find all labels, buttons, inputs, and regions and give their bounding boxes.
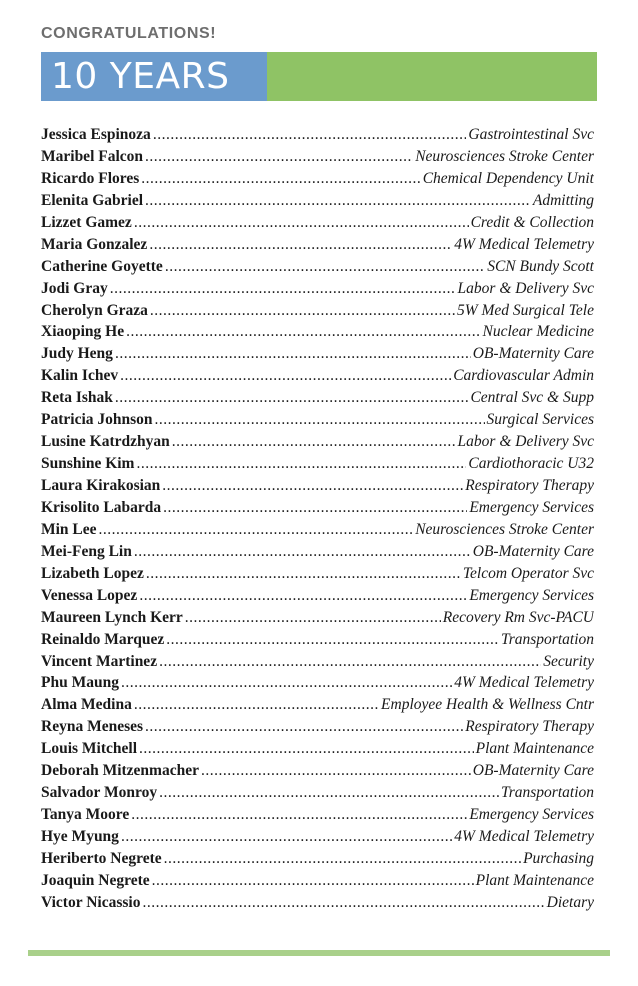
list-item — [41, 740, 594, 762]
honoree-name: Min Lee — [41, 520, 97, 538]
honoree-name: Vincent Martinez — [41, 652, 158, 670]
honoree-department: Telcom Operator Svc — [462, 564, 594, 582]
dot-leader — [134, 696, 379, 714]
honoree-name: Louis Mitchell — [41, 740, 138, 758]
section-banner — [41, 52, 597, 101]
honoree-name: Venessa Lopez — [41, 586, 138, 604]
dot-leader — [142, 894, 544, 912]
honoree-name: Tanya Moore — [41, 806, 130, 824]
list-item — [41, 345, 594, 367]
honoree-name: Jodi Gray — [41, 279, 108, 297]
dot-leader — [126, 323, 480, 341]
dot-leader — [121, 828, 452, 846]
honoree-department: Recovery Rm Svc-PACU — [442, 608, 594, 626]
honoree-department: Neurosciences Stroke Center — [415, 520, 594, 538]
dot-leader — [172, 433, 456, 451]
honoree-name: Joaquin Negrete — [41, 871, 150, 889]
honoree-department: Plant Maintenance — [475, 740, 594, 758]
honoree-department: Nuclear Medicine — [482, 323, 594, 341]
honoree-department: OB-Maternity Care — [472, 762, 594, 780]
list-item — [41, 674, 594, 696]
honoree-department: Dietary — [546, 893, 594, 911]
honoree-department: Cardiothoracic U32 — [468, 455, 594, 473]
honoree-name: Maribel Falcon — [41, 147, 144, 165]
dot-leader — [150, 302, 455, 320]
dot-leader — [163, 499, 467, 517]
honoree-department: Credit & Collection — [470, 213, 594, 231]
list-item — [41, 784, 594, 806]
list-item — [41, 433, 594, 455]
dot-leader — [115, 389, 469, 407]
dot-leader — [115, 345, 471, 363]
honoree-department: Surgical Services — [486, 411, 594, 429]
dot-leader — [201, 762, 471, 780]
dot-leader — [159, 784, 499, 802]
dot-leader — [185, 609, 441, 627]
honoree-name: Salvador Monroy — [41, 784, 158, 802]
honoree-department: Purchasing — [523, 849, 594, 867]
list-item — [41, 872, 594, 894]
honoree-name: Hye Myung — [41, 828, 119, 845]
list-item — [41, 565, 594, 587]
honoree-name: Jessica Espinoza — [41, 126, 151, 143]
honoree-name: Catherine Goyette — [41, 257, 163, 275]
list-item — [41, 477, 594, 499]
list-item — [41, 280, 594, 302]
honoree-name: Elenita Gabriel — [41, 191, 144, 209]
dot-leader — [162, 477, 463, 495]
dot-leader — [134, 543, 471, 561]
honoree-name: Reinaldo Marquez — [41, 630, 165, 648]
congratulations-heading: CONGRATULATIONS! — [41, 25, 217, 42]
dot-leader — [155, 411, 485, 429]
list-item — [41, 543, 594, 565]
honoree-name: Deborah Mitzenmacher — [41, 762, 199, 780]
dot-leader — [159, 653, 541, 671]
honoree-department: Plant Maintenance — [475, 871, 594, 889]
honoree-name: Judy Heng — [41, 345, 113, 363]
honoree-name: Lizzet Gamez — [41, 213, 132, 231]
dot-leader — [145, 192, 531, 210]
dot-leader — [149, 236, 452, 254]
dot-leader — [153, 126, 467, 144]
honoree-department: SCN Bundy Scott — [487, 257, 594, 275]
honoree-department: Labor & Delivery Svc — [457, 279, 594, 297]
honoree-department: 4W Medical Telemetry — [454, 235, 594, 253]
honoree-name: Heriberto Negrete — [41, 849, 162, 867]
list-item — [41, 126, 594, 148]
dot-leader — [131, 806, 467, 824]
honoree-department: Chemical Dependency Unit — [422, 169, 594, 187]
dot-leader — [139, 740, 474, 758]
list-item — [41, 323, 594, 345]
list-item — [41, 806, 594, 828]
dot-leader — [152, 872, 474, 890]
honoree-department: Emergency Services — [469, 498, 594, 516]
honoree-name: Maureen Lynch Kerr — [41, 608, 183, 626]
honoree-department: 4W Medical Telemetry — [454, 674, 594, 692]
honoree-name: Lizabeth Lopez — [41, 564, 144, 582]
list-item — [41, 609, 594, 631]
dot-leader — [120, 367, 451, 385]
dot-leader — [145, 718, 463, 736]
footer-rule — [28, 950, 610, 956]
honoree-department: Respiratory Therapy — [465, 477, 594, 494]
honoree-name: Cherolyn Graza — [41, 301, 148, 319]
honoree-department: OB-Maternity Care — [472, 345, 594, 363]
honoree-department: Admitting — [532, 191, 594, 209]
dot-leader — [166, 631, 499, 649]
honoree-department: Transportation — [500, 630, 594, 648]
dot-leader — [136, 455, 466, 473]
honoree-name: Krisolito Labarda — [41, 498, 162, 516]
honoree-name: Kalin Ichev — [41, 367, 119, 385]
dot-leader — [165, 258, 485, 276]
list-item — [41, 631, 594, 653]
honoree-department: OB-Maternity Care — [472, 542, 594, 560]
honoree-department: Labor & Delivery Svc — [457, 433, 594, 451]
list-item — [41, 214, 594, 236]
honoree-department: Neurosciences Stroke Center — [415, 147, 594, 165]
dot-leader — [121, 674, 452, 692]
list-item — [41, 696, 594, 718]
honoree-department: Emergency Services — [469, 806, 594, 824]
honoree-list — [41, 126, 594, 916]
list-item — [41, 499, 594, 521]
dot-leader — [110, 280, 456, 298]
dot-leader — [164, 850, 521, 868]
dot-leader — [99, 521, 414, 539]
honoree-department: Emergency Services — [469, 586, 594, 604]
honoree-name: Phu Maung — [41, 674, 119, 692]
list-item — [41, 587, 594, 609]
honoree-department: Security — [543, 652, 594, 670]
honoree-name: Reyna Meneses — [41, 718, 144, 736]
dot-leader — [134, 214, 469, 232]
list-item — [41, 148, 594, 170]
list-item — [41, 828, 594, 850]
list-item — [41, 762, 594, 784]
years-title: 10 YEARS — [41, 52, 267, 101]
list-item — [41, 521, 594, 543]
honoree-name: Maria Gonzalez — [41, 235, 148, 253]
list-item — [41, 850, 594, 872]
list-item — [41, 894, 594, 916]
honoree-name: Reta Ishak — [41, 389, 113, 407]
honoree-department: Respiratory Therapy — [465, 718, 594, 736]
honoree-name: Sunshine Kim — [41, 455, 135, 473]
dot-leader — [145, 148, 413, 166]
honoree-department: Gastrointestinal Svc — [468, 126, 594, 143]
list-item — [41, 302, 594, 324]
honoree-department: 5W Med Surgical Tele — [456, 301, 594, 319]
dot-leader — [139, 587, 467, 605]
honoree-name: Lusine Katrdzhyan — [41, 433, 170, 451]
honoree-name: Mei-Feng Lin — [41, 542, 132, 560]
honoree-name: Victor Nicassio — [41, 893, 141, 911]
list-item — [41, 653, 594, 675]
honoree-department: Employee Health & Wellness Cntr — [381, 696, 594, 714]
list-item — [41, 389, 594, 411]
dot-leader — [141, 170, 420, 188]
list-item — [41, 236, 594, 258]
honoree-name: Patricia Johnson — [41, 411, 153, 429]
list-item — [41, 170, 594, 192]
list-item — [41, 192, 594, 214]
honoree-department: Transportation — [500, 784, 594, 802]
list-item — [41, 455, 594, 477]
dot-leader — [146, 565, 461, 583]
list-item — [41, 718, 594, 740]
list-item — [41, 367, 594, 389]
list-item — [41, 411, 594, 433]
honoree-name: Laura Kirakosian — [41, 477, 161, 494]
honoree-department: 4W Medical Telemetry — [454, 828, 594, 845]
honoree-department: Central Svc & Supp — [470, 389, 594, 407]
honoree-name: Alma Medina — [41, 696, 132, 714]
honoree-department: Cardiovascular Admin — [453, 367, 594, 385]
list-item — [41, 258, 594, 280]
honoree-name: Ricardo Flores — [41, 169, 140, 187]
honoree-name: Xiaoping He — [41, 323, 125, 341]
